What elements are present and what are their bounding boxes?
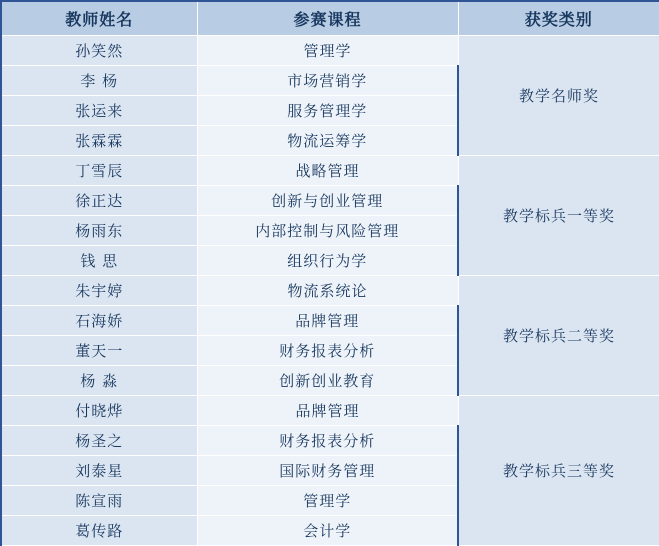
teacher-name-cell: 张运来 [1, 96, 197, 126]
course-cell: 创新与创业管理 [197, 186, 458, 216]
teacher-name-cell: 葛传路 [1, 516, 197, 546]
teacher-name-cell: 石海娇 [1, 306, 197, 336]
course-cell: 物流系统论 [197, 276, 458, 306]
course-cell: 市场营销学 [197, 66, 458, 96]
table-header [1, 1, 659, 36]
course-cell: 管理学 [197, 36, 458, 66]
teacher-name-cell: 李 杨 [1, 66, 197, 96]
teacher-name-cell: 钱 思 [1, 246, 197, 276]
course-cell: 财务报表分析 [197, 426, 458, 456]
course-cell: 物流运筹学 [197, 126, 458, 156]
course-cell: 国际财务管理 [197, 456, 458, 486]
teacher-name-cell: 徐正达 [1, 186, 197, 216]
table-row [1, 156, 659, 186]
course-cell: 管理学 [197, 486, 458, 516]
course-cell: 品牌管理 [197, 396, 458, 426]
column-header-course: 参赛课程 [197, 1, 458, 36]
course-cell: 创新创业教育 [197, 366, 458, 396]
teacher-name-cell: 杨 淼 [1, 366, 197, 396]
table-row [1, 276, 659, 306]
course-cell: 品牌管理 [197, 306, 458, 336]
teacher-name-cell: 张霖霖 [1, 126, 197, 156]
teacher-name-cell: 刘泰星 [1, 456, 197, 486]
course-cell: 内部控制与风险管理 [197, 216, 458, 246]
teacher-name-cell: 杨雨东 [1, 216, 197, 246]
column-header-teacher-name: 教师姓名 [1, 1, 197, 36]
course-cell: 服务管理学 [197, 96, 458, 126]
award-category-cell: 教学名师奖 [458, 36, 659, 156]
teacher-name-cell: 孙笑然 [1, 36, 197, 66]
table-row [1, 396, 659, 426]
award-category-cell: 教学标兵三等奖 [458, 396, 659, 546]
teacher-name-cell: 丁雪辰 [1, 156, 197, 186]
table-header-row [1, 1, 659, 36]
teacher-name-cell: 陈宣雨 [1, 486, 197, 516]
course-cell: 组织行为学 [197, 246, 458, 276]
course-cell: 战略管理 [197, 156, 458, 186]
course-cell: 会计学 [197, 516, 458, 546]
course-cell: 财务报表分析 [197, 336, 458, 366]
column-header-award-category: 获奖类别 [458, 1, 659, 36]
award-category-cell: 教学标兵二等奖 [458, 276, 659, 396]
award-category-cell: 教学标兵一等奖 [458, 156, 659, 276]
teacher-name-cell: 朱宇婷 [1, 276, 197, 306]
teacher-name-cell: 董天一 [1, 336, 197, 366]
teacher-name-cell: 付晓烨 [1, 396, 197, 426]
table-row [1, 36, 659, 66]
teacher-name-cell: 杨圣之 [1, 426, 197, 456]
table-body [1, 36, 659, 546]
